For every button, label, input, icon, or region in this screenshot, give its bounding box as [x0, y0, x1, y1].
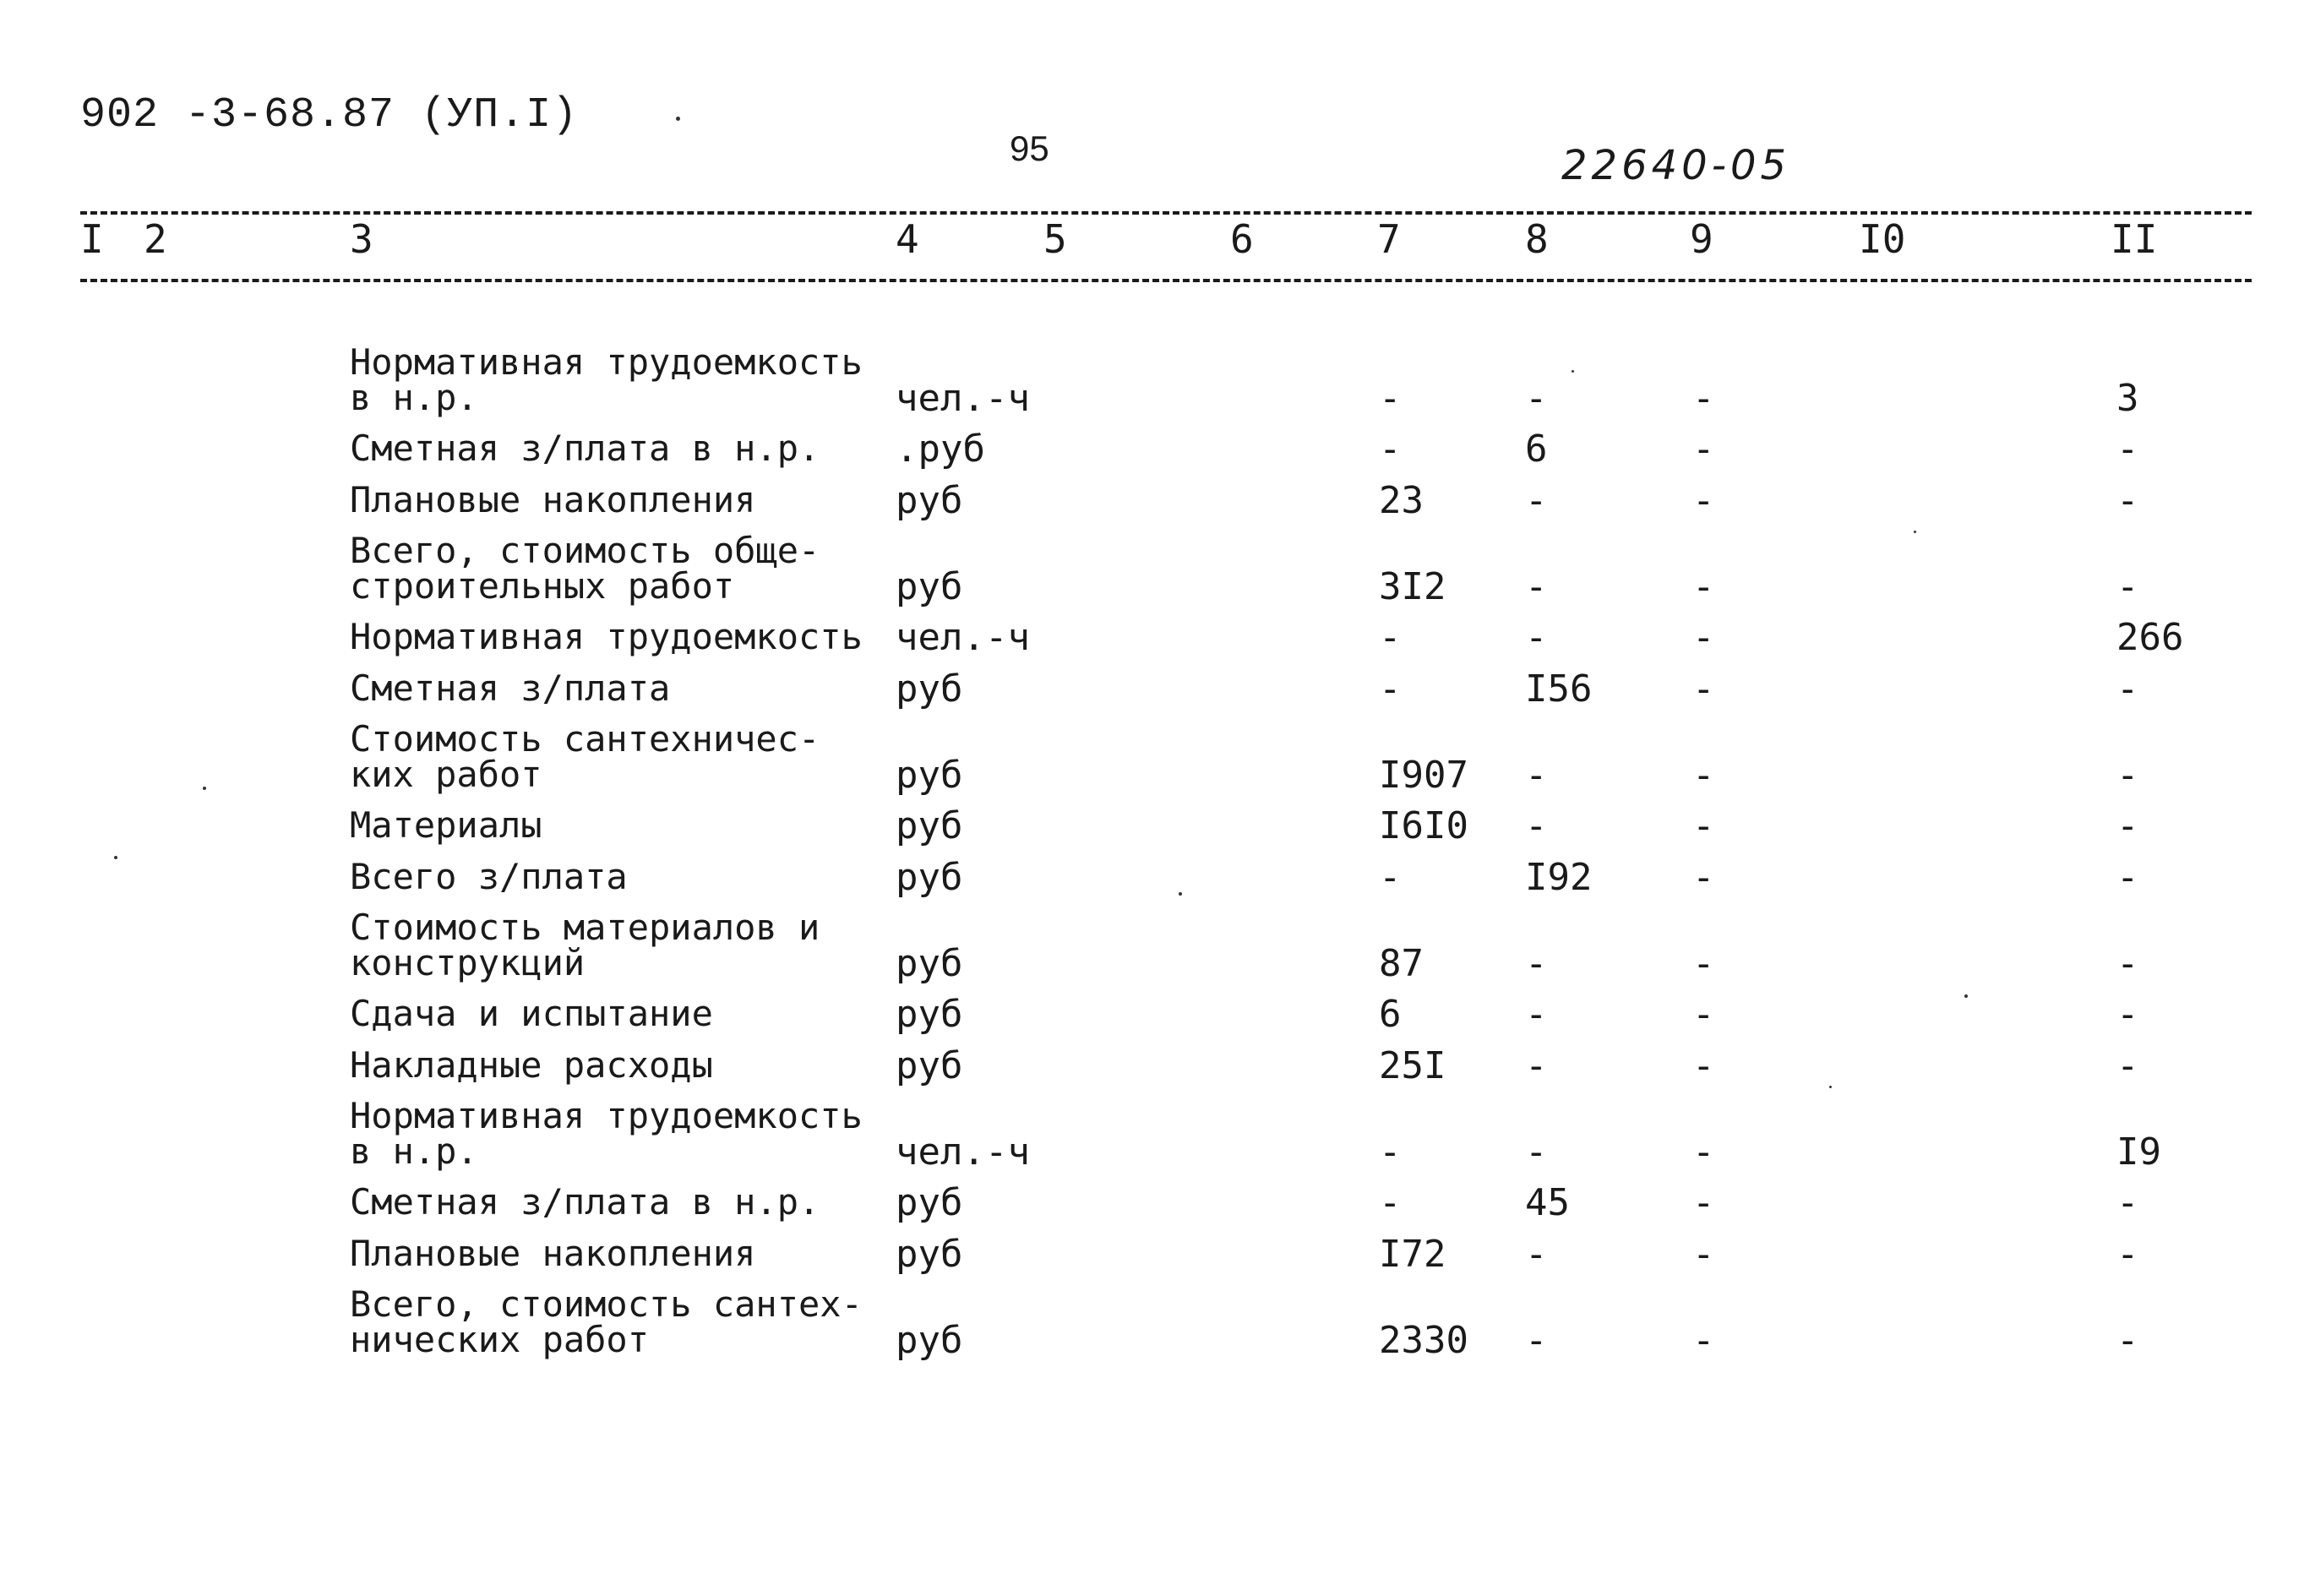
- unit-cell: руб: [896, 754, 963, 797]
- item-name: Сметная з/плата в н.р.: [350, 428, 820, 469]
- value-cell-c7: -: [1379, 667, 1402, 711]
- item-name: Нормативная трудоемкость в н.р.: [350, 1095, 863, 1172]
- item-name: Стоимость сантехничес- ких работ: [350, 718, 820, 795]
- value-cell-c8: -: [1525, 1044, 1548, 1087]
- column-number: 3: [350, 216, 373, 262]
- item-name: Плановые накопления: [350, 479, 756, 520]
- column-number: 9: [1690, 216, 1713, 262]
- value-cell-c11: -: [2116, 993, 2139, 1036]
- value-cell-c7: 23: [1379, 479, 1424, 522]
- column-number: 5: [1043, 216, 1067, 262]
- value-cell-c11: -: [2116, 804, 2139, 847]
- value-cell-c8: -: [1525, 754, 1548, 797]
- item-name: Сдача и испытание: [350, 993, 713, 1034]
- value-cell-c9: -: [1692, 942, 1715, 985]
- scan-speck: [114, 856, 117, 859]
- unit-cell: руб: [896, 942, 963, 985]
- value-cell-c11: -: [2116, 1319, 2139, 1362]
- value-cell-c9: -: [1692, 1044, 1715, 1087]
- value-cell-c7: 2330: [1379, 1319, 1468, 1362]
- value-cell-c7: -: [1379, 377, 1402, 420]
- value-cell-c8: -: [1525, 993, 1548, 1036]
- value-cell-c8: -: [1525, 1233, 1548, 1276]
- value-cell-c8: -: [1525, 942, 1548, 985]
- value-cell-c7: -: [1379, 616, 1402, 659]
- value-cell-c9: -: [1692, 1181, 1715, 1224]
- column-number: II: [2111, 216, 2158, 262]
- value-cell-c9: -: [1692, 667, 1715, 711]
- value-cell-c11: -: [2116, 754, 2139, 797]
- value-cell-c8: I92: [1525, 856, 1593, 899]
- value-cell-c8: -: [1525, 1130, 1548, 1174]
- value-cell-c11: 266: [2116, 616, 2184, 659]
- value-cell-c9: -: [1692, 377, 1715, 420]
- scan-speck: [1829, 1086, 1832, 1088]
- value-cell-c7: -: [1379, 856, 1402, 899]
- value-cell-c8: -: [1525, 616, 1548, 659]
- unit-cell: руб: [896, 993, 963, 1036]
- header-bottom-rule: [80, 279, 2252, 282]
- header-top-rule: [80, 211, 2252, 215]
- unit-cell: чел.-ч: [896, 377, 1030, 420]
- document-number: 22640-05: [1561, 142, 1791, 189]
- value-cell-c9: -: [1692, 1233, 1715, 1276]
- value-cell-c7: I72: [1379, 1233, 1446, 1276]
- value-cell-c7: I6I0: [1379, 804, 1468, 847]
- unit-cell: руб: [896, 856, 963, 899]
- value-cell-c9: -: [1692, 1130, 1715, 1174]
- value-cell-c11: -: [2116, 942, 2139, 985]
- value-cell-c7: -: [1379, 428, 1402, 471]
- value-cell-c9: -: [1692, 428, 1715, 471]
- column-number: 6: [1230, 216, 1254, 262]
- value-cell-c11: -: [2116, 1181, 2139, 1224]
- scan-speck: [1571, 370, 1574, 373]
- value-cell-c11: -: [2116, 856, 2139, 899]
- value-cell-c8: I56: [1525, 667, 1593, 711]
- column-number: I0: [1859, 216, 1906, 262]
- unit-cell: руб: [896, 804, 963, 847]
- value-cell-c11: -: [2116, 1044, 2139, 1087]
- value-cell-c11: -: [2116, 1233, 2139, 1276]
- item-name: Сметная з/плата в н.р.: [350, 1181, 820, 1223]
- value-cell-c8: -: [1525, 1319, 1548, 1362]
- unit-cell: чел.-ч: [896, 616, 1030, 659]
- document-code: 902 -3-68.87 (УП.I): [80, 91, 579, 139]
- value-cell-c8: 6: [1525, 428, 1548, 471]
- item-name: Стоимость материалов и конструкций: [350, 907, 820, 983]
- scan-speck: [203, 787, 206, 790]
- page-number: 95: [1010, 128, 1049, 168]
- item-name: Материалы: [350, 804, 542, 846]
- item-name: Нормативная трудоемкость: [350, 616, 863, 657]
- value-cell-c11: -: [2116, 479, 2139, 522]
- value-cell-c9: -: [1692, 856, 1715, 899]
- value-cell-c7: 25I: [1379, 1044, 1446, 1087]
- column-number: 2: [144, 216, 167, 262]
- scan-speck: [676, 117, 680, 121]
- value-cell-c7: I907: [1379, 754, 1468, 797]
- value-cell-c9: -: [1692, 479, 1715, 522]
- value-cell-c11: -: [2116, 428, 2139, 471]
- value-cell-c7: -: [1379, 1181, 1402, 1224]
- value-cell-c11: 3: [2116, 377, 2139, 420]
- value-cell-c7: 6: [1379, 993, 1402, 1036]
- value-cell-c8: -: [1525, 479, 1548, 522]
- value-cell-c9: -: [1692, 565, 1715, 608]
- item-name: Всего з/плата: [350, 856, 628, 897]
- unit-cell: .руб: [896, 428, 985, 471]
- unit-cell: руб: [896, 565, 963, 608]
- value-cell-c9: -: [1692, 804, 1715, 847]
- value-cell-c11: I9: [2116, 1130, 2161, 1174]
- unit-cell: руб: [896, 1181, 963, 1224]
- unit-cell: руб: [896, 479, 963, 522]
- value-cell-c8: 45: [1525, 1181, 1570, 1224]
- item-name: Всего, стоимость сантех- нических работ: [350, 1283, 863, 1360]
- value-cell-c8: -: [1525, 565, 1548, 608]
- item-name: Сметная з/плата: [350, 667, 671, 709]
- column-number: 7: [1377, 216, 1401, 262]
- column-number: 4: [896, 216, 919, 262]
- item-name: Нормативная трудоемкость в н.р.: [350, 341, 863, 418]
- unit-cell: руб: [896, 1319, 963, 1362]
- unit-cell: руб: [896, 1233, 963, 1276]
- unit-cell: руб: [896, 1044, 963, 1087]
- item-name: Плановые накопления: [350, 1233, 756, 1274]
- value-cell-c9: -: [1692, 754, 1715, 797]
- value-cell-c8: -: [1525, 804, 1548, 847]
- scan-speck: [1964, 994, 1968, 998]
- value-cell-c9: -: [1692, 993, 1715, 1036]
- value-cell-c7: 87: [1379, 942, 1424, 985]
- unit-cell: руб: [896, 667, 963, 711]
- value-cell-c7: -: [1379, 1130, 1402, 1174]
- value-cell-c7: 3I2: [1379, 565, 1446, 608]
- value-cell-c9: -: [1692, 616, 1715, 659]
- value-cell-c11: -: [2116, 667, 2139, 711]
- unit-cell: чел.-ч: [896, 1130, 1030, 1174]
- scan-speck: [1914, 531, 1916, 533]
- value-cell-c11: -: [2116, 565, 2139, 608]
- value-cell-c9: -: [1692, 1319, 1715, 1362]
- scan-speck: [1179, 892, 1182, 896]
- item-name: Накладные расходы: [350, 1044, 713, 1086]
- value-cell-c8: -: [1525, 377, 1548, 420]
- column-number: I: [80, 216, 104, 262]
- column-number: 8: [1525, 216, 1549, 262]
- item-name: Всего, стоимость обще- строительных работ: [350, 530, 820, 607]
